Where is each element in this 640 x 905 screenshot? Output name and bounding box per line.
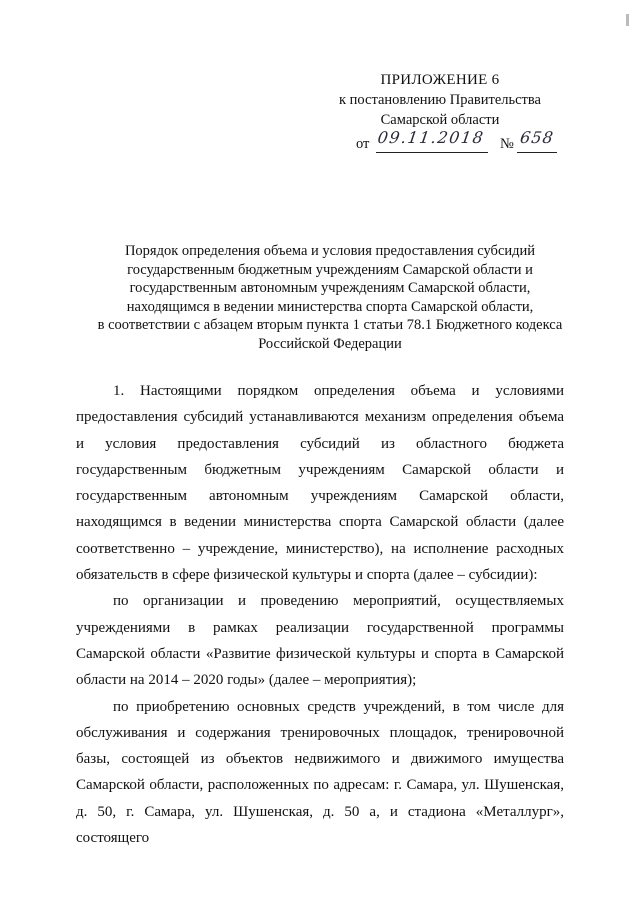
document-body — [76, 378, 564, 851]
date-underline — [376, 152, 488, 153]
heading-line: Российской Федерации — [258, 335, 402, 352]
date-prefix: от — [356, 136, 370, 152]
paragraph-2: по организации и проведению мероприятий, осуществляемых учреждениями в рамках реализации государственной программы Самарской области «Развитие физической культуры и спорта в Самарской области на 2014 – 2020 годы» (далее – мероприятия); — [76, 593, 564, 689]
heading-line: государственным автономным учреждениям Самарской области, — [129, 280, 531, 296]
heading-line: государственным бюджетным учреждениям Самарской области и — [127, 261, 533, 278]
date-number-line — [310, 128, 570, 158]
heading-line: находящимся в ведении министерства спорта Самарской области, — [126, 298, 534, 315]
heading-line: в соответствии с абзацем вторым пункта 1 статьи 78.1 Бюджетного кодекса — [97, 317, 563, 333]
paragraph-3: по приобретению основных средств учреждений, в том числе для обслуживания и содержания тренировочных площадок, тренировочной базы, состоящей из объектов недвижимого и движимого имущества Самарской области, расположенных по адресам: г. Самара, ул. Шушенская, д. 50, г. Самара, ул. Шушенская, д. 50 а, и стадиона «Металлург», состоящего — [76, 698, 564, 847]
handwritten-number: 658 — [518, 128, 556, 147]
appendix-line-resolution: к постановлению Правительства — [339, 92, 541, 108]
handwritten-date: 09.11.2018 — [376, 128, 486, 147]
paragraph-1: 1. Настоящими порядком определения объема и условиями предоставления субсидий устанавливаются механизм определения объема и условия предоставления субсидий из областного бюджета государственным бюджетным учреждениям Самарской области и государственным автономным учреждениям Самарской области, находящимся в ведении министерства спорта Самарской области (далее соответственно – учреждение, министерство), на исполнение расходных обязательств в сфере физической культуры и спорта (далее – субсидии): — [76, 383, 564, 584]
document-heading — [70, 242, 590, 353]
number-label: № — [500, 136, 514, 152]
heading-line: Порядок определения объема и условия предоставления субсидий — [124, 243, 536, 259]
appendix-title: ПРИЛОЖЕНИЕ 6 — [380, 72, 500, 88]
scan-edge-mark — [626, 14, 629, 26]
appendix-line-region: Самарской области — [380, 112, 500, 128]
number-underline — [517, 152, 557, 153]
appendix-block — [310, 70, 570, 158]
